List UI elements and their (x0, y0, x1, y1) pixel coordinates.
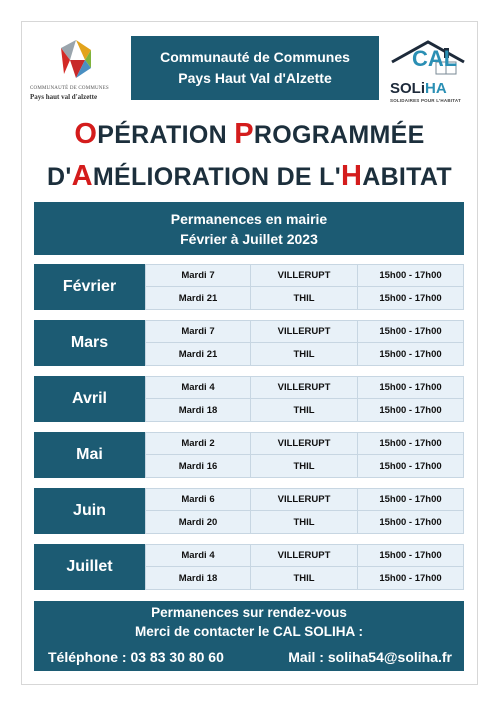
title-word: ROGRAMMÉE (253, 121, 425, 149)
schedule-row (145, 376, 464, 399)
schedule-day: Mardi 7 (145, 264, 250, 287)
schedule-day: Mardi 4 (145, 544, 250, 567)
schedule-day: Mardi 4 (145, 376, 250, 399)
soliha-label (390, 80, 447, 97)
schedule-day: Mardi 16 (145, 455, 250, 478)
schedule-day: Mardi 20 (145, 511, 250, 534)
month-label: Mars (34, 320, 145, 366)
schedule-day: Mardi 6 (145, 488, 250, 511)
schedule-row (145, 432, 464, 455)
soliha-label-main: SOLi (390, 80, 426, 97)
title-line2 (0, 160, 499, 193)
month-label: Février (34, 264, 145, 310)
month-block (34, 264, 464, 310)
month-block (34, 320, 464, 366)
schedule-day: Mardi 21 (145, 287, 250, 310)
cal-label: CAL (412, 46, 458, 71)
schedule-time: 15h00 - 17h00 (357, 264, 464, 287)
schedule-row (145, 343, 464, 366)
soliha-tagline: SOLIDAIRES POUR L'HABITAT (390, 98, 461, 103)
title-initial: O (74, 118, 98, 150)
contact-instruction: Merci de contacter le CAL SOLIHA : (134, 624, 364, 639)
schedule-day: Mardi 21 (145, 343, 250, 366)
schedule-row (145, 544, 464, 567)
soliha-logo (388, 38, 468, 106)
permanences-period: Février à Juillet 2023 (180, 230, 318, 247)
title-initial: P (234, 118, 254, 150)
month-label: Juillet (34, 544, 145, 590)
schedule-place: THIL (250, 455, 357, 478)
community-logo-line2: Pays haut val d'alzette (30, 93, 98, 101)
title-word: PÉRATION (97, 121, 235, 149)
schedule-time: 15h00 - 17h00 (357, 488, 464, 511)
schedule-place: VILLERUPT (250, 544, 357, 567)
schedule-time: 15h00 - 17h00 (357, 320, 464, 343)
schedule-time: 15h00 - 17h00 (357, 399, 464, 422)
month-block (34, 488, 464, 534)
community-name-line2: Pays Haut Val d'Alzette (178, 70, 332, 86)
month-label: Avril (34, 376, 145, 422)
community-logo-icon (58, 38, 94, 80)
schedule-place: VILLERUPT (250, 488, 357, 511)
community-logo-line1: COMMUNAUTÉ DE COMMUNES (30, 86, 109, 91)
permanences-heading: Permanences en mairie (170, 210, 328, 227)
permanences-band (34, 202, 464, 255)
contact-email: Mail : soliha54@soliha.fr (288, 649, 452, 665)
schedule-place: VILLERUPT (250, 264, 357, 287)
schedule-row (145, 511, 464, 534)
schedule-time: 15h00 - 17h00 (357, 455, 464, 478)
schedule-place: VILLERUPT (250, 432, 357, 455)
schedule-time: 15h00 - 17h00 (357, 511, 464, 534)
month-label: Mai (34, 432, 145, 478)
schedule-time: 15h00 - 17h00 (357, 376, 464, 399)
schedule-time: 15h00 - 17h00 (357, 544, 464, 567)
appointment-note: Permanences sur rendez-vous (151, 605, 347, 620)
schedule-row (145, 287, 464, 310)
schedule-place: THIL (250, 511, 357, 534)
schedule-place: VILLERUPT (250, 376, 357, 399)
title-initial: H (340, 160, 363, 192)
month-block (34, 376, 464, 422)
schedule-time: 15h00 - 17h00 (357, 567, 464, 590)
schedule-time: 15h00 - 17h00 (357, 287, 464, 310)
schedule-place: THIL (250, 287, 357, 310)
month-block (34, 544, 464, 590)
schedule-time: 15h00 - 17h00 (357, 432, 464, 455)
community-name-line1: Communauté de Communes (160, 49, 350, 65)
schedule-place: THIL (250, 399, 357, 422)
schedule-row (145, 399, 464, 422)
schedule-row (145, 320, 464, 343)
month-label: Juin (34, 488, 145, 534)
contact-footer (34, 601, 464, 671)
schedule-place: THIL (250, 343, 357, 366)
community-name-box (131, 36, 379, 100)
month-block (34, 432, 464, 478)
schedule-row (145, 488, 464, 511)
schedule-place: VILLERUPT (250, 320, 357, 343)
schedule-row (145, 264, 464, 287)
schedule-day: Mardi 2 (145, 432, 250, 455)
soliha-label-accent: HA (425, 80, 447, 97)
schedule-row (145, 567, 464, 590)
title-word: D' (47, 163, 72, 191)
schedule-day: Mardi 18 (145, 567, 250, 590)
contact-phone: Téléphone : 03 83 30 80 60 (48, 649, 224, 665)
schedule-time: 15h00 - 17h00 (357, 343, 464, 366)
title-line1 (0, 118, 499, 151)
schedule-day: Mardi 18 (145, 399, 250, 422)
title-initial: A (71, 160, 93, 192)
schedule-row (145, 455, 464, 478)
community-logo (30, 38, 120, 108)
schedule-place: THIL (250, 567, 357, 590)
title-word: ABITAT (362, 163, 452, 191)
title-word: MÉLIORATION DE L' (92, 163, 341, 191)
schedule-day: Mardi 7 (145, 320, 250, 343)
